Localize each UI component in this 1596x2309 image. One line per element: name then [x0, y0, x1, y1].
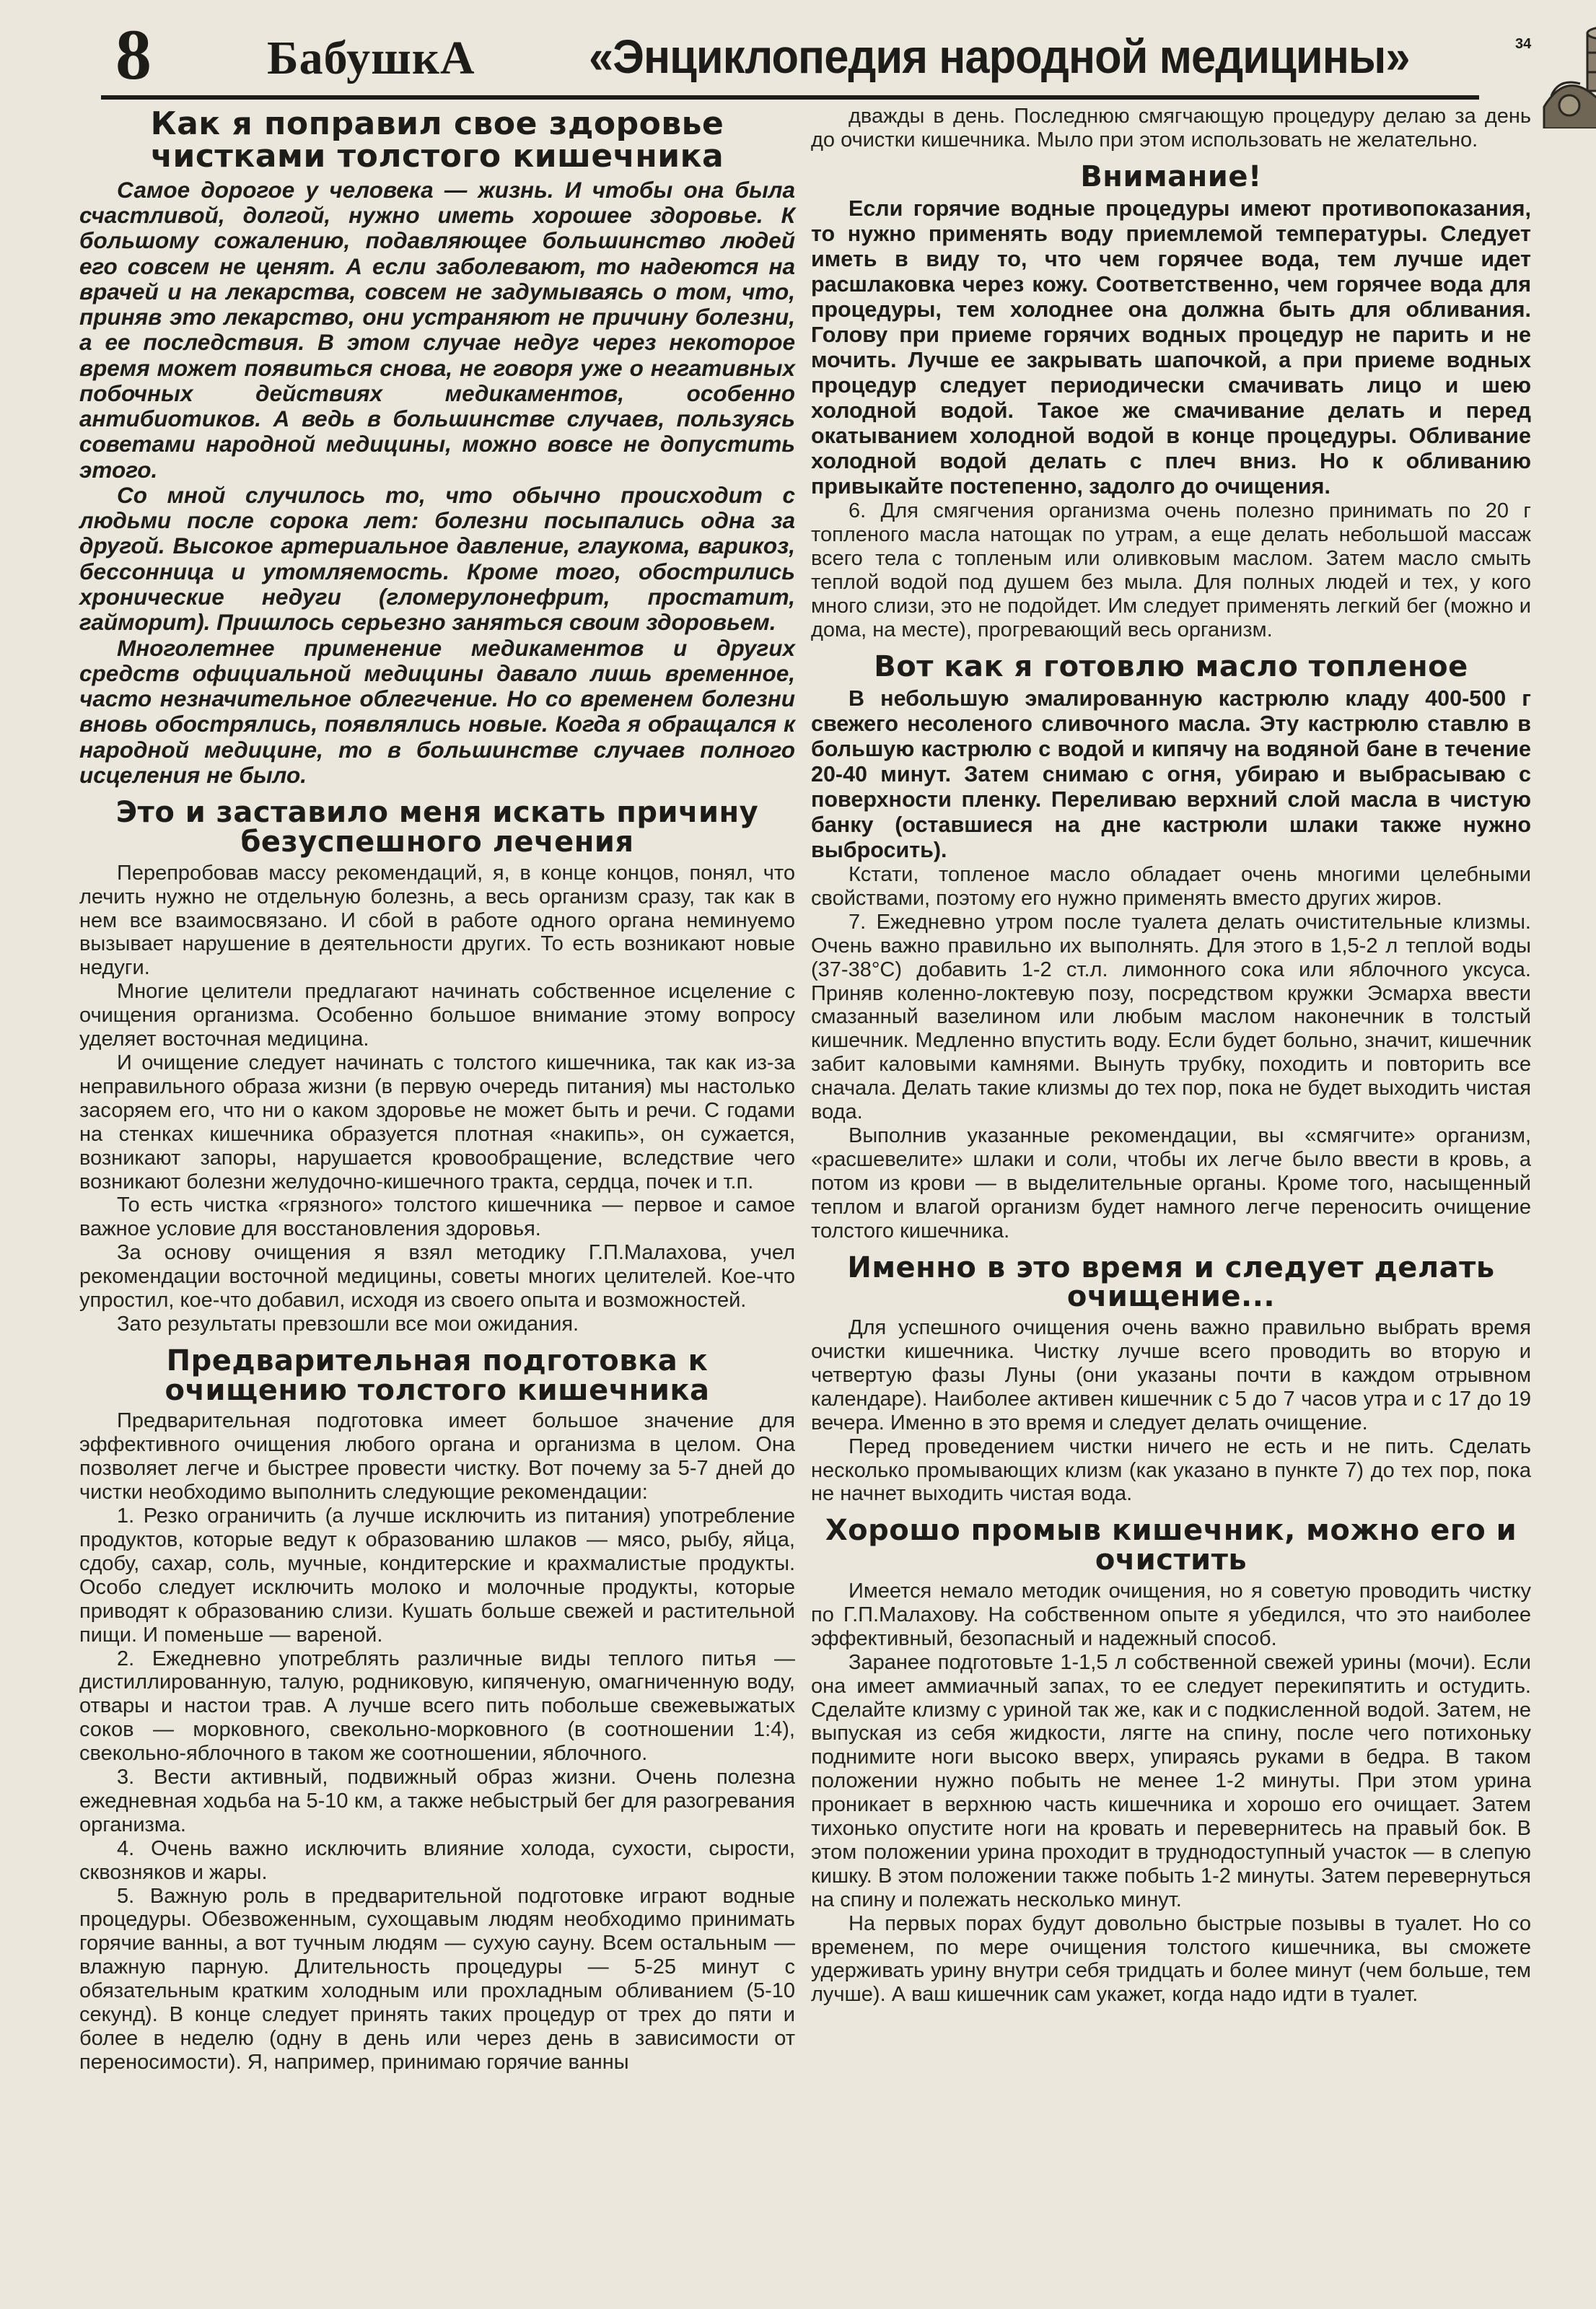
paragraph: Заранее подготовьте 1-1,5 л собственной свежей урины (мочи). Если она имеет аммиачный запах, то ее следует перекипятить и остудить. Сделайте клизму с уриной так же, как и с подкисленной водой. Затем, не выпуская из себя жидкости, лягте на спину, после чего потихоньку поднимите ноги высоко вверх, упираясь руками в бедра. В таком положении нужно побыть не менее 1-2 минуты. При этом урина проникает в верхнюю часть кишечника и хорошо его очищает. Затем тихонько опустите ноги на кровать и перевернитесь на правый бок. В этом положении урина проходит в труднодоступный участок — в слепую кишку. В этом положении также побыть 1-2 минуты. Затем перевернуться на спину и полежать несколько минут.: [811, 1650, 1531, 1911]
paragraph: И очищение следует начинать с толстого кишечника, так как из-за неправильного образа жизни (в первую очередь питания) мы настолько засоряем его, что ни о каком здоровье не может быть и речи. С годами на стенках кишечника образуется плотная «накипь», он сужается, возникают запоры, нарушается кровообращение, вследствие чего возникают болезни желудочно-кишечного тракта, сердца, почек и т.п.: [79, 1051, 795, 1193]
page-number: 8: [115, 14, 152, 95]
section-heading: Внимание!: [1080, 159, 1262, 193]
intro-paragraph: Самое дорогое у человека — жизнь. И чтобы она была счастливой, долгой, нужно иметь хорошее здоровье. К большому сожалению, подавляющее большинство людей его совсем не ценят. А если заболевают, то надеются на врачей и на лекарства, совсем не задумываясь о том, что, приняв это лекарство, они устраняют не причину болезни, а ее последствия. В этом случае недуг через некоторое время может появиться снова, не говоря уже о негативных побочных действиях медикаментов, особенно антибиотиков. А ведь в большинстве случаев, пользуясь советами народной медицины, можно вовсе не допустить этого.: [79, 176, 795, 483]
paragraph: 3. Вести активный, подвижный образ жизни. Очень полезна ежедневная ходьба на 5-10 км, а также небыстрый бег для разогревания организма.: [79, 1766, 795, 1836]
paragraph: Имеется немало методик очищения, но я советую проводить чистку по Г.П.Малахову. На собственном опыте я убедился, что это наиболее эффективный, безопасный и надежный способ.: [811, 1579, 1531, 1650]
paragraph: Предварительная подготовка имеет большое значение для эффективного очищения любого органа и организма в целом. Она позволяет легче и быстрее провести чистку. Вот почему за 5-7 дней до чистки необходимо выполнить следующие рекомендации:: [79, 1409, 795, 1504]
intro-paragraph: Со мной случилось то, что обычно происходит с людьми после сорока лет: болезни посыпались одна за другой. Высокое артериальное давление, глаукома, варикоз, бессонница и утомляемость. Кроме того, обострились хронические недуги (гломерулонефрит, простатит, гайморит). Пришлось серьезно заняться своим здоровьем.: [79, 481, 795, 636]
paragraph: 7. Ежедневно утром после туалета делать очистительные клизмы. Очень важно правильно их выполнять. Для этого в 1,5-2 л теплой воды (37-38°С) добавить 1-2 ст.л. лимонного сока или яблочного уксуса. Приняв коленно-локтевую позу, посредством кружки Эсмарха ввести смазанный вазелином или любым маслом наконечник в толстый кишечник. Медленно впустить воду. Если будет больно, значит, кишечник забит каловыми камнями. Вынуть трубку, походить и повторить все сначала. Делать такие клизмы до тех пор, пока не будет выходить чистая вода.: [811, 910, 1531, 1124]
paragraph: За основу очищения я взял методику Г.П.Малахова, учел рекомендации восточной медицины, советы многих целителей. Кое-что упростил, кое-что добавил, исходя из своего опыта и возможностей.: [79, 1241, 795, 1313]
section-heading: Хорошо промыв кишечник, можно его и очистить: [825, 1514, 1517, 1577]
paragraph: Выполнив указанные рекомендации, вы «смягчите» организм, «расшевелите» шлаки и соли, чтобы их легче было ввести в кровь, а потом из крови — в выделительные органы. Кроме того, насыщенный теплом и влагой организм будет намного легче переносить очищение толстого кишечника.: [811, 1124, 1531, 1243]
callout-paragraph: В небольшую эмалированную кастрюлю кладу 400-500 г свежего несоленого сливочного масла. Эту кастрюлю ставлю в большую кастрюлю с водой и кипячу на водяной бане в течение 20-40 минут. Затем снимаю с огня, убираю и выбрасываю с поверхности пленку. Переливаю верхний слой масла в чистую банку (оставшиеся на дне кастрюли шлаки также нужно выбросить).: [811, 685, 1531, 862]
newspaper-brand: БабушкА: [267, 32, 475, 84]
page-code: 34: [1515, 36, 1532, 52]
paragraph: Зато результаты превзошли все мои ожидания.: [117, 1312, 579, 1336]
newspaper-title: «Энциклопедия народной медицины»: [589, 30, 1410, 83]
paragraph: На первых порах будут довольно быстрые позывы в туалет. Но со временем, по мере очищения толстого кишечника, вы сможете удерживать урину внутри себя тридцать и более минут (чем больше, тем лучше). А ваш кишечник сам укажет, когда надо идти в туалет.: [811, 1911, 1531, 2007]
paragraph: То есть чистка «грязного» толстого кишечника — первое и самое важное условие для восстановления здоровья.: [79, 1193, 795, 1241]
paragraph: дважды в день. Последнюю смягчающую процедуру делаю за день до очистки кишечника. Мыло при этом использовать не желательно.: [811, 105, 1531, 152]
herbs-illustration: [1537, 20, 1596, 128]
section-heading: Вот как я готовлю масло топленое: [874, 649, 1468, 683]
paragraph: 5. Важную роль в предварительной подготовке играют водные процедуры. Обезвоженным, сухощавым людям необходимо принимать горячие ванны, а вот тучным людям — сухую сауну. Всем остальным — влажную парную. Длительность процедуры — 5-25 минут с обязательным кратким холодным или прохладным обливанием (5-10 секунд). В конце следует принять таких процедур от трех до пяти и более в неделю (одну в день или через день в зависимости от переносимости). Я, например, принимаю горячие ванны: [79, 1884, 795, 2074]
paragraph: Перед проведением чистки ничего не есть и не пить. Сделать несколько промывающих клизм (как указано в пункте 7) до тех пор, пока не начнет выходить чистая вода.: [811, 1434, 1531, 1506]
left-column: [79, 105, 795, 2074]
section-heading: Как я поправил свое здоровье чистками толстого кишечника: [150, 105, 724, 175]
section-heading: Это и заставило меня искать причину безуспешного лечения: [115, 796, 759, 859]
section-heading: Предварительная подготовка к очищению толстого кишечника: [165, 1344, 710, 1407]
page-header: [101, 14, 1532, 100]
paragraph: Многие целители предлагают начинать собственное исцеление с очищения организма. Особенно большое внимание этому вопросу уделяет восточная медицина.: [79, 980, 795, 1051]
paragraph: Для успешного очищения очень важно правильно выбрать время очистки кишечника. Чистку лучше всего проводить во вторую и четвертую фазы Луны (они указаны почти в каждом отрывном календаре). Наиболее активен кишечник с 5 до 7 часов утра и с 17 до 19 вечера. Именно в это время и следует делать очищение.: [811, 1316, 1531, 1434]
intro-paragraph: Многолетнее применение медикаментов и других средств официальной медицины давало лишь временное, часто незначительное облегчение. Но со временем болезни вновь обострялись, появлялись новые. Когда я обращался к народной медицине, то в большинстве случаев полного исцеления не было.: [79, 634, 795, 788]
right-column: [811, 105, 1531, 2007]
paragraph: 4. Очень важно исключить влияние холода, сухости, сырости, сквозняков и жары.: [79, 1836, 795, 1884]
paragraph: 1. Резко ограничить (а лучше исключить из питания) употребление продуктов, которые ведут к образованию шлаков — мясо, рыбу, яйца, сдобу, сахар, соль, мучные, кондитерские и крахмалистые продукты. Особо следует исключить молоко и молочные продукты, которые приводят к образованию слизи. Кушать больше свежей и растительной пищи. И поменьше — вареной.: [79, 1504, 795, 1647]
paragraph: 2. Ежедневно употреблять различные виды теплого питья — дистиллированную, талую, родниковую, кипяченую, омагниченную воду, отвары и настои трав. А лучше всего пить побольше свежевыжатых соков — морковного, свекольно-морковного (в соотношении 1:4), свекольно-яблочного в таком же соотношении, яблочного.: [79, 1647, 795, 1766]
paragraph: 6. Для смягчения организма очень полезно принимать по 20 г топленого масла натощак по утрам, а еще делать небольшой массаж всего тела с топленым или оливковым маслом. Затем масло смыть теплой водой под душем без мыла. Для полных людей и тех, у кого много слизи, это не подойдет. Им следует применять легкий бег (можно и дома, на месте), прогревающий весь организм.: [811, 499, 1531, 641]
paragraph: Перепробовав массу рекомендаций, я, в конце концов, понял, что лечить нужно не отдельную болезнь, а весь организм сразу, так как в нем все взаимосвязано. И сбой в работе одного органа неминуемо вызывает нарушение в деятельности других. То есть возникают новые недуги.: [79, 861, 795, 980]
paragraph: Кстати, топленое масло обладает очень многими целебными свойствами, поэтому его нужно применять вместо других жиров.: [811, 863, 1531, 910]
callout-paragraph: Если горячие водные процедуры имеют противопоказания, то нужно применять воду приемлемой температуры. Следует иметь в виду то, что чем горячее вода, тем лучше идет расшлаковка через кожу. Соответственно, чем горячее вода для процедуры, тем холоднее она должна быть для обливания. Голову при приеме горячих водных процедур не парить и не мочить. Лучше ее закрывать шапочкой, а при приеме водных процедур следует периодически смачивать лицо и шею холодной водой. Такое же смачивание делать и перед окатыванием холодной водой в конце процедуры. Обливание холодной водой делать с плеч вниз. Но к обливанию привыкайте постепенно, задолго до очищения.: [811, 196, 1531, 499]
section-heading: Именно в это время и следует делать очищение...: [847, 1250, 1495, 1314]
